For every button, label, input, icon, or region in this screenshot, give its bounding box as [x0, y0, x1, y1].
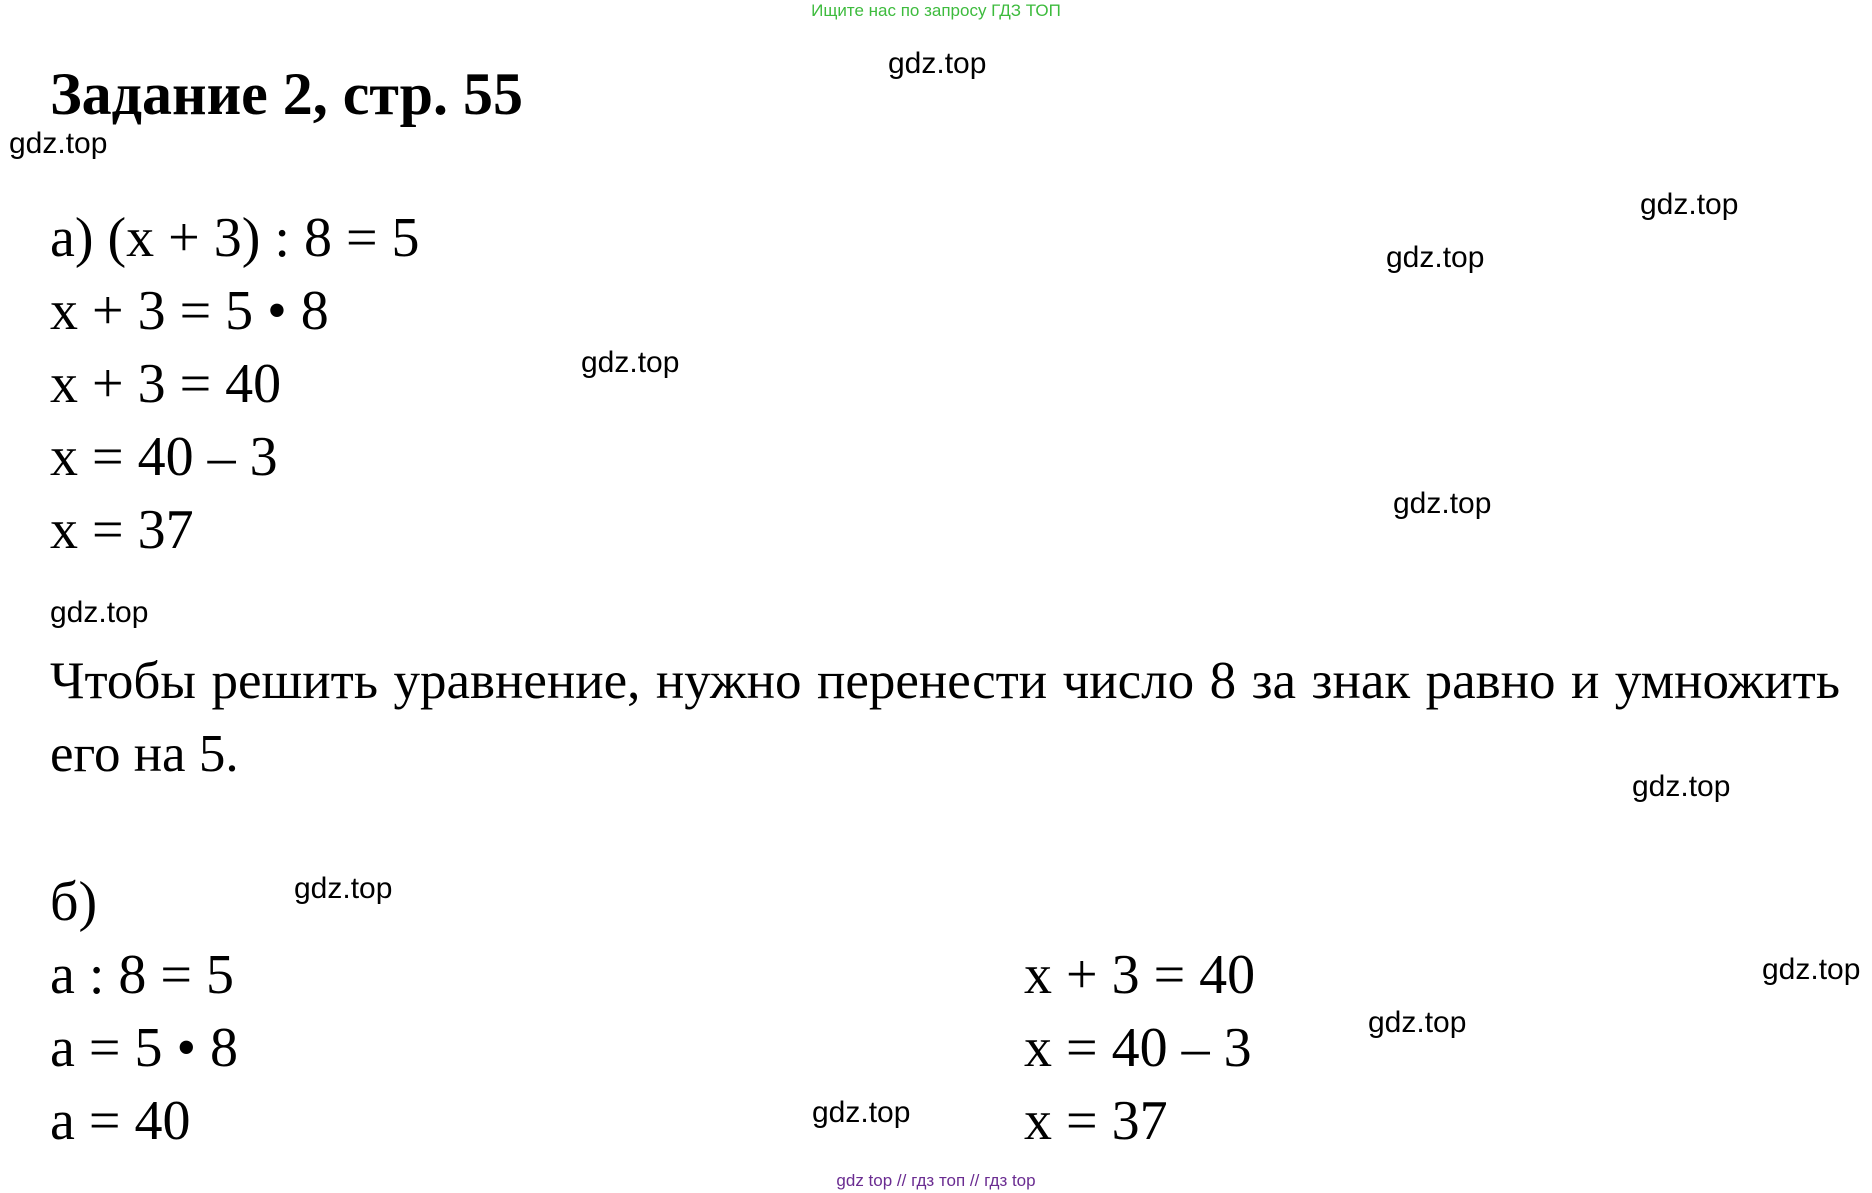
- watermark: gdz.top: [581, 346, 680, 379]
- part-a-line-3: x + 3 = 40: [50, 353, 282, 415]
- part-b-right-line-3: x = 37: [1024, 1090, 1168, 1152]
- page-title: Задание 2, стр. 55: [50, 61, 523, 127]
- part-a-line-5: x = 37: [50, 499, 194, 561]
- part-a-line-4: x = 40 – 3: [50, 426, 278, 488]
- watermark: gdz.top: [50, 596, 149, 629]
- part-b-left-line-2: a = 5 • 8: [50, 1017, 239, 1079]
- explanation-paragraph: Чтобы решить уравнение, нужно перенести число 8 за знак равно и умножить его на 5.: [50, 652, 1840, 783]
- part-b-right-line-1: x + 3 = 40: [1024, 944, 1256, 1006]
- part-a-line-2: x + 3 = 5 • 8: [50, 280, 329, 342]
- watermark: gdz.top: [9, 127, 108, 160]
- top-banner: Ищите нас по запросу ГДЗ ТОП: [811, 1, 1061, 20]
- part-b-left-line-1: a : 8 = 5: [50, 944, 234, 1006]
- footer-text: gdz top // гдз топ // гдз top: [836, 1171, 1036, 1190]
- watermark: gdz.top: [812, 1096, 911, 1129]
- watermark: gdz.top: [1632, 770, 1731, 803]
- part-a-line-1: а) (x + 3) : 8 = 5: [50, 207, 420, 269]
- watermark: gdz.top: [1640, 188, 1739, 221]
- part-b-label: б): [50, 871, 98, 933]
- watermark: gdz.top: [1368, 1006, 1467, 1039]
- watermark: gdz.top: [1393, 487, 1492, 520]
- part-b-left-line-3: a = 40: [50, 1090, 191, 1152]
- watermark: gdz.top: [888, 47, 987, 80]
- watermark: gdz.top: [294, 872, 393, 905]
- watermark: gdz.top: [1386, 241, 1485, 274]
- watermark: gdz.top: [1762, 953, 1861, 986]
- part-b-right-line-2: x = 40 – 3: [1024, 1017, 1252, 1079]
